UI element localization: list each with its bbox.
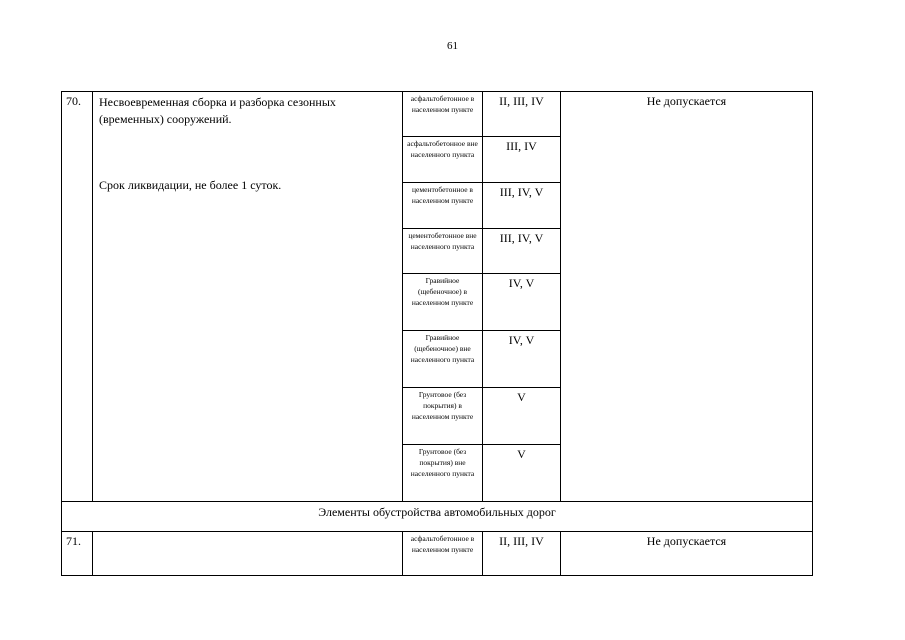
- road-category: III, IV: [483, 137, 561, 183]
- road-category: III, IV, V: [483, 183, 561, 229]
- section-heading-row: [62, 502, 813, 532]
- violation-description-cell: [93, 92, 403, 502]
- road-category: V: [483, 388, 561, 445]
- table-row: [62, 92, 813, 137]
- road-surface-type: Грунтовое (без покрытия) вне населенного пункта: [403, 445, 483, 502]
- permissibility: Не допускается: [561, 92, 813, 502]
- violation-description: [93, 532, 403, 576]
- violation-description: Несвоевременная сборка и разборка сезонных (временных) сооружений.: [99, 95, 336, 127]
- row-number: 70.: [62, 92, 93, 502]
- section-heading: Элементы обустройства автомобильных дорог: [62, 502, 813, 532]
- road-category: II, III, IV: [483, 532, 561, 576]
- road-surface-type: Грунтовое (без покрытия) в населенном пункте: [403, 388, 483, 445]
- road-surface-type: Гравийное (щебеночное) вне населенного пункта: [403, 331, 483, 388]
- road-category: III, IV, V: [483, 229, 561, 274]
- permissibility: Не допускается: [561, 532, 813, 576]
- road-surface-type: цементобетонное вне населенного пункта: [403, 229, 483, 274]
- table-row: [62, 532, 813, 576]
- road-surface-type: цементобетонное в населенном пункте: [403, 183, 483, 229]
- row-number: 71.: [62, 532, 93, 576]
- road-category: II, III, IV: [483, 92, 561, 137]
- page-number: 61: [447, 40, 458, 52]
- requirements-table: [61, 91, 813, 576]
- road-surface-type: асфальтобетонное вне населенного пункта: [403, 137, 483, 183]
- road-category: IV, V: [483, 274, 561, 331]
- road-surface-type: Гравийное (щебеночное) в населенном пункте: [403, 274, 483, 331]
- elimination-deadline: Срок ликвидации, не более 1 суток.: [99, 177, 282, 192]
- road-category: V: [483, 445, 561, 502]
- road-category: IV, V: [483, 331, 561, 388]
- road-surface-type: асфальтобетонное в населенном пункте: [403, 92, 483, 137]
- road-surface-type: асфальтобетонное в населенном пункте: [403, 532, 483, 576]
